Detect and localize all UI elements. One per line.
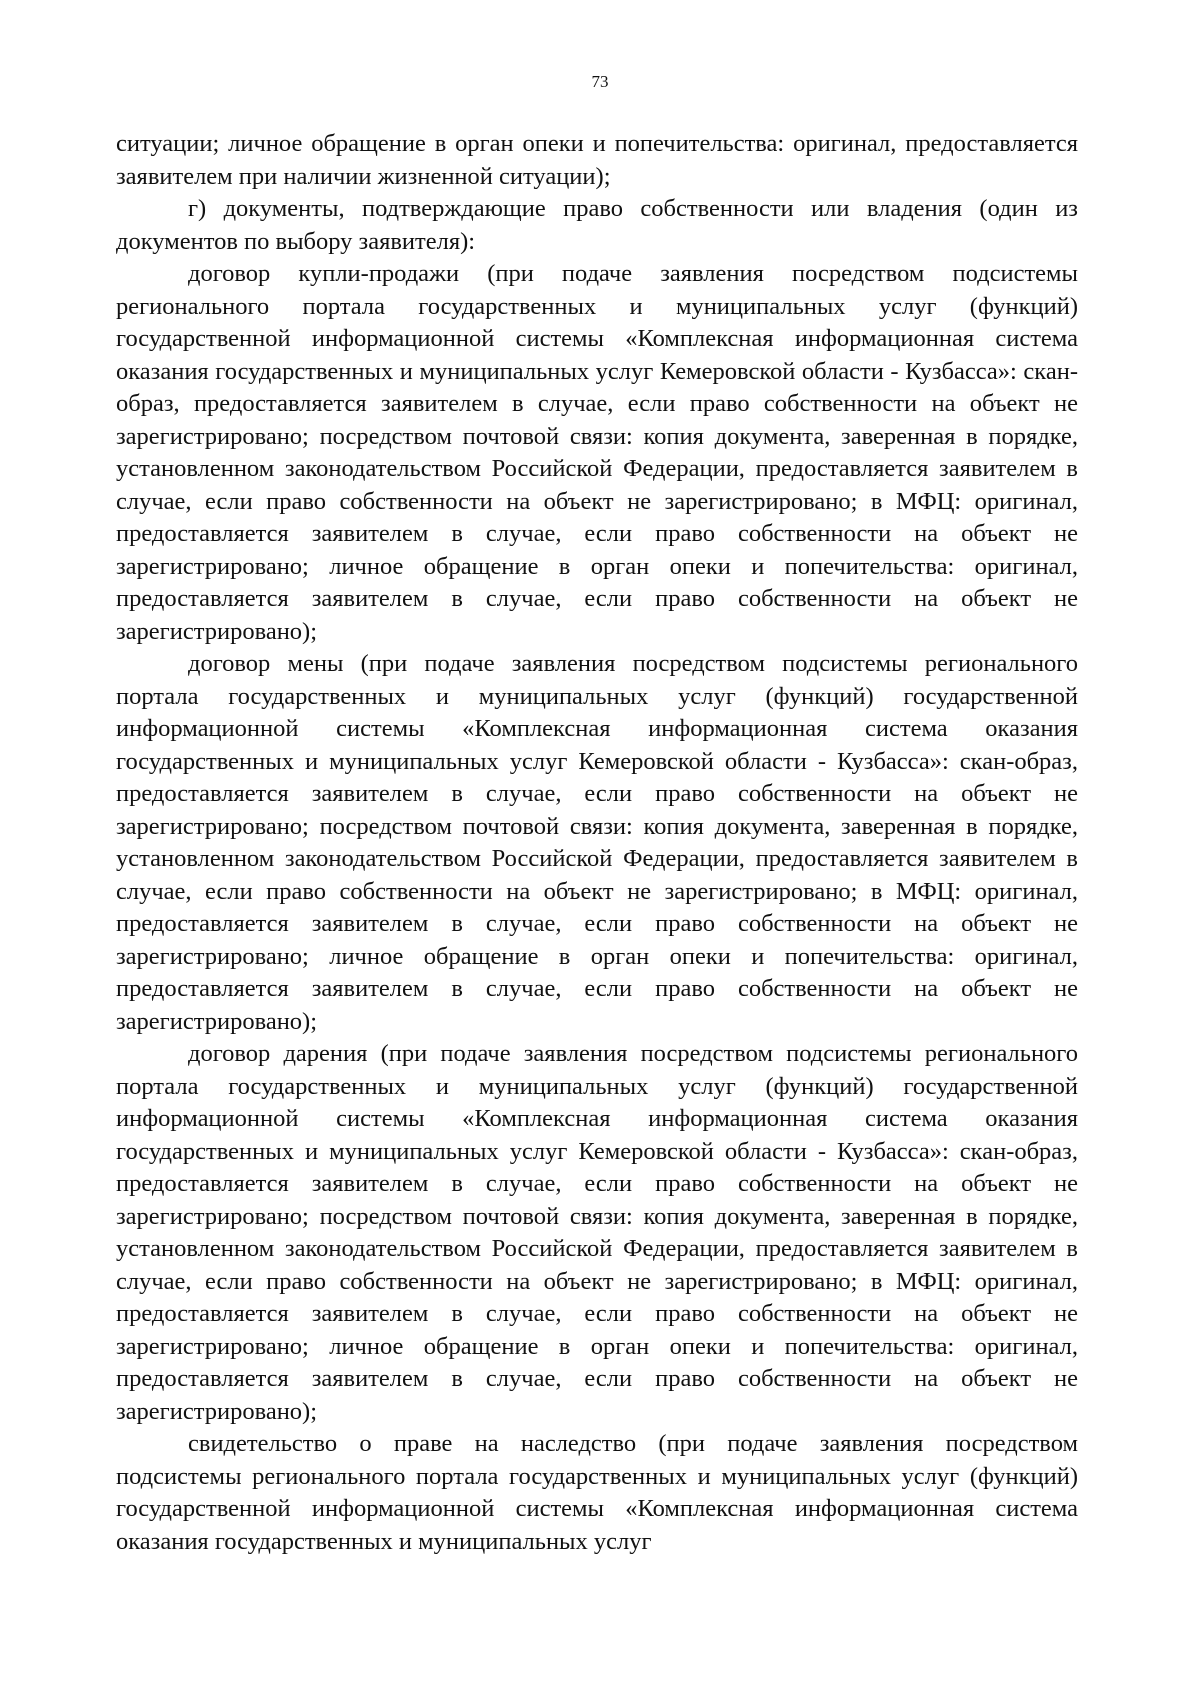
paragraph-exchange-agreement: договор мены (при подаче заявления посредством подсистемы регионального портала государственных и муниципальных услуг (функций) государственной информационной системы «Комплексная информационная система оказания государственных и муниципальных услуг Кемеровской области - Кузбасса»: скан-образ, предоставляется заявителем в случае, если право собственности на объект не зарегистрировано; посредством почтовой связи: копия документа, заверенная в порядке, установленном законодательством Российской Федерации, предоставляется заявителем в случае, если право собственности на объект не зарегистрировано; в МФЦ: оригинал, предоставляется заявителем в случае, если право собственности на объект не зарегистрировано; личное обращение в орган опеки и попечительства: оригинал, предоставляется заявителем в случае, если право собственности на объект не зарегистрировано); bbox=[116, 650, 1078, 1035]
page-number: 73 bbox=[591, 72, 609, 91]
paragraph-ownership-documents: г) документы, подтверждающие право собственности или владения (один из документов по выбору заявителя): bbox=[116, 195, 1078, 255]
paragraph-purchase-agreement: договор купли-продажи (при подаче заявления посредством подсистемы регионального портала государственных и муниципальных услуг (функций) государственной информационной системы «Комплексная информационная система оказания государственных и муниципальных услуг Кемеровской области - Кузбасса»: скан-образ, предоставляется заявителем в случае, если право собственности на объект не зарегистрировано; посредством почтовой связи: копия документа, заверенная в порядке, установленном законодательством Российской Федерации, предоставляется заявителем в случае, если право собственности на объект не зарегистрировано; в МФЦ: оригинал, предоставляется заявителем в случае, если право собственности на объект не зарегистрировано; личное обращение в орган опеки и попечительства: оригинал, предоставляется заявителем в случае, если право собственности на объект не зарегистрировано); bbox=[116, 260, 1078, 645]
document-body bbox=[116, 128, 1078, 1558]
paragraph-situation-continuation: ситуации; личное обращение в орган опеки и попечительства: оригинал, предоставляется заявителем при наличии жизненной ситуации); bbox=[116, 130, 1078, 190]
paragraph-gift-agreement: договор дарения (при подаче заявления посредством подсистемы регионального портала государственных и муниципальных услуг (функций) государственной информационной системы «Комплексная информационная система оказания государственных и муниципальных услуг Кемеровской области - Кузбасса»: скан-образ, предоставляется заявителем в случае, если право собственности на объект не зарегистрировано; посредством почтовой связи: копия документа, заверенная в порядке, установленном законодательством Российской Федерации, предоставляется заявителем в случае, если право собственности на объект не зарегистрировано; в МФЦ: оригинал, предоставляется заявителем в случае, если право собственности на объект не зарегистрировано; личное обращение в орган опеки и попечительства: оригинал, предоставляется заявителем в случае, если право собственности на объект не зарегистрировано); bbox=[116, 1040, 1078, 1425]
paragraph-inheritance-certificate: свидетельство о праве на наследство (при подаче заявления посредством подсистемы регионального портала государственных и муниципальных услуг (функций) государственной информационной системы «Комплексная информационная система оказания государственных и муниципальных услуг bbox=[116, 1430, 1078, 1555]
